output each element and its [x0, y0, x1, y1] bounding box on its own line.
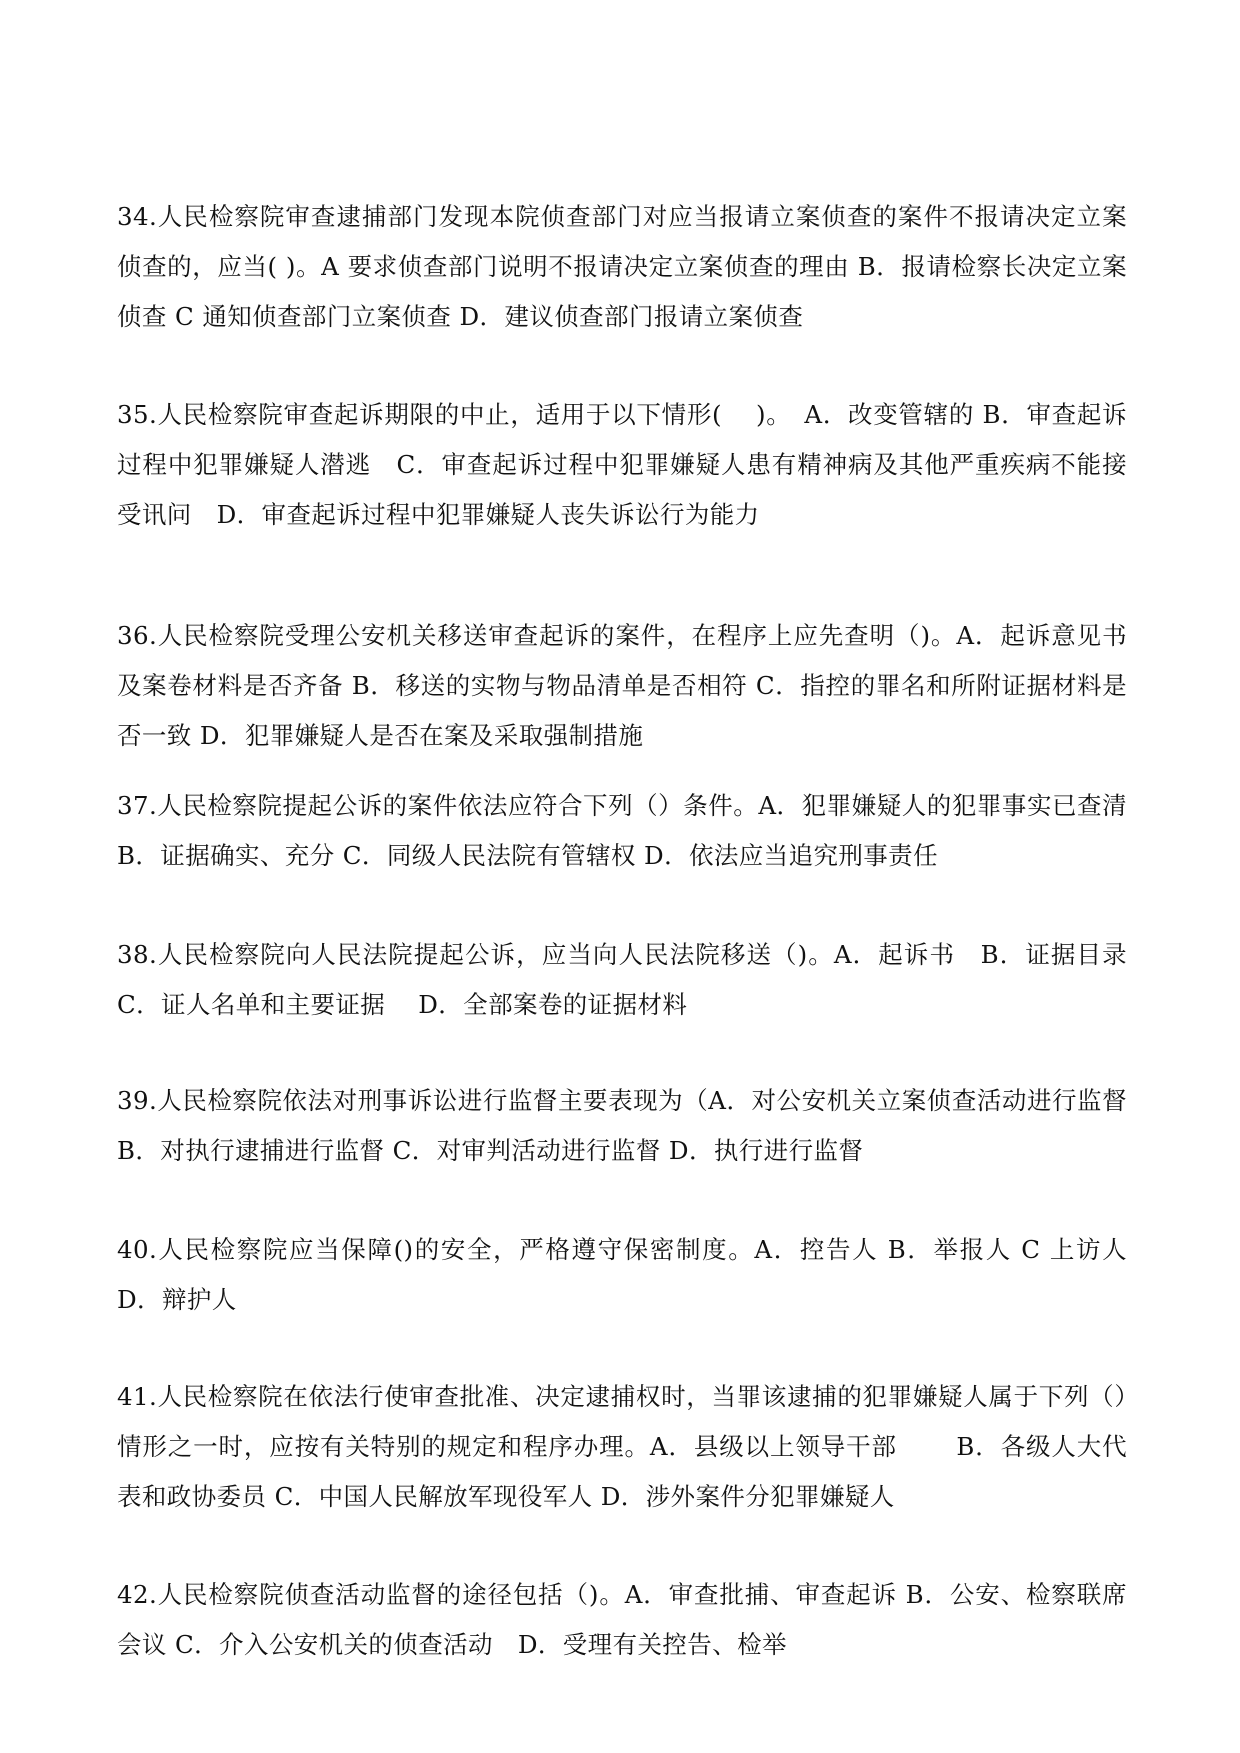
question-42: 42.人民检察院侦查活动监督的途径包括（)。A．审查批捕、审查起诉 B．公安、检察联席会议 C．介入公安机关的侦查活动 D．受理有关控告、检举 — [117, 1579, 1127, 1659]
question-39: 39.人民检察院依法对刑事诉讼进行监督主要表现为（A．对公安机关立案侦查活动进行监督 B．对执行逮捕进行监督 C．对审判活动进行监督 D．执行进行监督 — [117, 1085, 1127, 1165]
question-37: 37.人民检察院提起公诉的案件依法应符合下列（）条件。A．犯罪嫌疑人的犯罪事实已查清 B．证据确实、充分 C．同级人民法院有管辖权 D．依法应当追究刑事责任 — [117, 790, 1127, 870]
question-40: 40.人民检察院应当保障()的安全，严格遵守保密制度。A．控告人 B．举报人 C 上访人 D．辩护人 — [117, 1234, 1127, 1314]
question-41: 41.人民检察院在依法行使审查批准、决定逮捕权时，当罪该逮捕的犯罪嫌疑人属于下列（）情形之一时，应按有关特别的规定和程序办理。A．县级以上领导干部 B．各级人大代表和政协委员 C．中国人民解放军现役军人 D．涉外案件分犯罪嫌疑人 — [117, 1381, 1127, 1511]
question-38: 38.人民检察院向人民法院提起公诉，应当向人民法院移送（)。A．起诉书 B．证据目录 C．证人名单和主要证据 D．全部案卷的证据材料 — [117, 939, 1127, 1019]
question-34: 34.人民检察院审查逮捕部门发现本院侦查部门对应当报请立案侦查的案件不报请决定立案侦查的，应当( )。A 要求侦查部门说明不报请决定立案侦查的理由 B．报请检察长决定立案侦查 C 通知侦查部门立案侦查 D．建议侦查部门报请立案侦查 — [117, 201, 1127, 331]
question-36: 36.人民检察院受理公安机关移送审查起诉的案件，在程序上应先查明（)。A．起诉意见书及案卷材料是否齐备 B．移送的实物与物品清单是否相符 C．指控的罪名和所附证据材料是否一致 D．犯罪嫌疑人是否在案及采取强制措施 — [117, 620, 1127, 750]
question-35: 35.人民检察院审查起诉期限的中止，适用于以下情形( )。 A．改变管辖的 B．审查起诉过程中犯罪嫌疑人潜逃 C．审查起诉过程中犯罪嫌疑人患有精神病及其他严重疾病不能接受讯问 D．审查起诉过程中犯罪嫌疑人丧失诉讼行为能力 — [117, 399, 1127, 529]
